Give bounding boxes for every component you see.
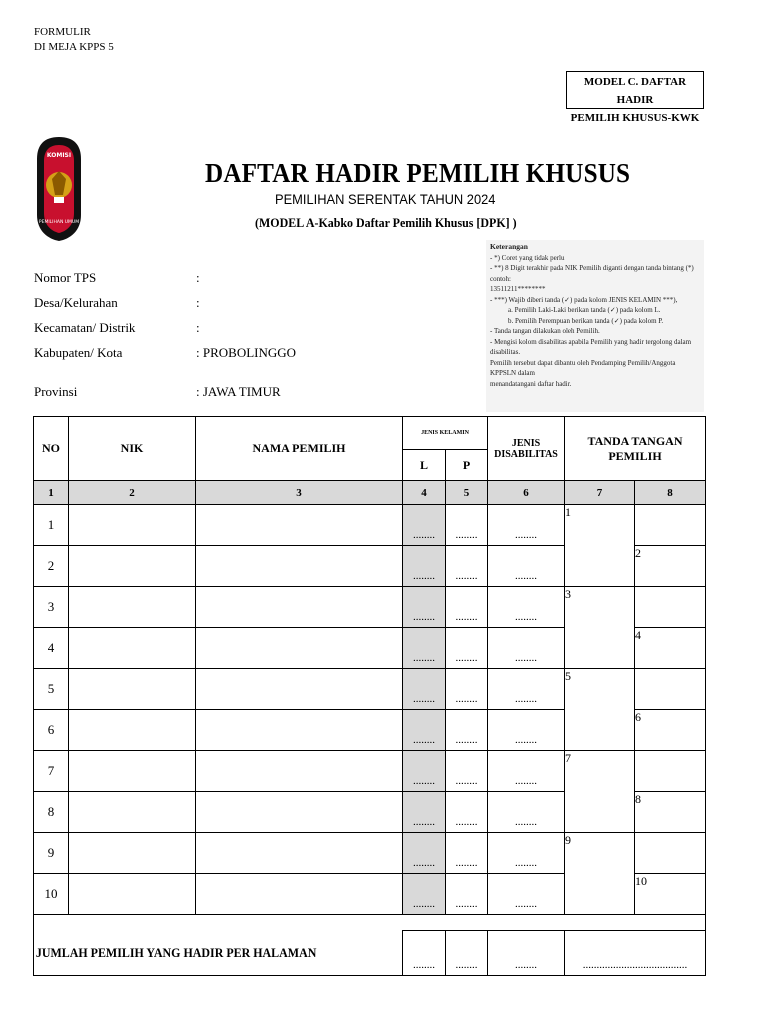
- svg-text:PEMILIHAN UMUM: PEMILIHAN UMUM: [38, 220, 80, 225]
- p-cell[interactable]: ........: [446, 874, 488, 915]
- model-code-box: [566, 71, 704, 124]
- col-header-l: L: [403, 450, 446, 481]
- nama-cell[interactable]: [196, 874, 403, 915]
- disabilitas-cell[interactable]: ........: [488, 751, 565, 792]
- summary-disabilitas[interactable]: ........: [488, 931, 565, 976]
- signature-number: 3: [565, 587, 571, 601]
- col-number: 3: [196, 481, 403, 505]
- col-header-disabilitas: JENIS DISABILITAS: [488, 417, 565, 481]
- signature-cell-left[interactable]: [565, 587, 635, 669]
- signature-blank: [635, 505, 706, 546]
- nama-cell[interactable]: [196, 505, 403, 546]
- info-value: :: [196, 295, 200, 310]
- note-line: menandatangani daftar hadir.: [490, 379, 572, 388]
- meja-label: DI MEJA KPPS 5: [34, 41, 114, 53]
- summary-total[interactable]: ......................................: [565, 931, 706, 976]
- table-row: [34, 505, 706, 546]
- col-number: 5: [446, 481, 488, 505]
- signature-cell-right[interactable]: [635, 874, 706, 915]
- signature-cell-right[interactable]: [635, 710, 706, 751]
- row-number: 4: [34, 628, 69, 669]
- note-line: 13511211********: [490, 285, 546, 293]
- nik-cell[interactable]: [69, 505, 196, 546]
- row-number: 7: [34, 751, 69, 792]
- nik-cell[interactable]: [69, 792, 196, 833]
- l-cell[interactable]: ........: [403, 751, 446, 792]
- svg-text:KOMISI: KOMISI: [46, 152, 72, 159]
- nik-cell[interactable]: [69, 751, 196, 792]
- column-number-row: [34, 481, 706, 505]
- model-code-line2: PEMILIH KHUSUS-KWK: [570, 112, 700, 124]
- nama-cell[interactable]: [196, 587, 403, 628]
- signature-number: 10: [635, 874, 647, 888]
- col-number: 6: [488, 481, 565, 505]
- notes-panel: [486, 240, 704, 412]
- table-row: [34, 669, 706, 710]
- signature-number: 8: [635, 792, 641, 806]
- signature-cell-right[interactable]: [635, 546, 706, 587]
- signature-number: 6: [635, 710, 641, 724]
- signature-number: 7: [565, 751, 571, 765]
- col-header-nama: NAMA PEMILIH: [196, 417, 403, 481]
- summary-p[interactable]: ........: [446, 931, 488, 976]
- nama-cell[interactable]: [196, 751, 403, 792]
- info-label: Desa/Kelurahan: [34, 295, 118, 310]
- note-line: b. Pemilih Perempuan berikan tanda (✓) pada kolom P.: [508, 316, 664, 325]
- note-line: - ***) Wajib diberi tanda (✓) pada kolom JENIS KELAMIN ***),: [490, 295, 678, 304]
- col-number: 2: [69, 481, 196, 505]
- row-number: 6: [34, 710, 69, 751]
- summary-row: [34, 931, 706, 976]
- p-cell[interactable]: ........: [446, 792, 488, 833]
- nik-cell[interactable]: [69, 874, 196, 915]
- row-number: 2: [34, 546, 69, 587]
- l-cell[interactable]: ........: [403, 628, 446, 669]
- disabilitas-cell[interactable]: ........: [488, 628, 565, 669]
- col-header-p: P: [446, 450, 488, 481]
- p-cell[interactable]: ........: [446, 751, 488, 792]
- p-cell[interactable]: ........: [446, 628, 488, 669]
- signature-cell-right[interactable]: [635, 628, 706, 669]
- note-line: Pemilih tersebut dapat dibantu oleh Pendamping Pemilih/Anggota KPPSLN dalam: [490, 358, 676, 377]
- p-cell[interactable]: ........: [446, 833, 488, 874]
- kpu-logo-icon: [34, 135, 84, 243]
- note-line: - **) 8 Digit terakhir pada NIK Pemilih diganti dengan tanda bintang (*) contoh:: [490, 264, 694, 283]
- signature-blank: [635, 751, 706, 792]
- l-cell[interactable]: ........: [403, 587, 446, 628]
- page-subtitle: PEMILIHAN SERENTAK TAHUN 2024: [275, 191, 496, 207]
- col-header-jenis-kelamin: JENIS KELAMIN: [403, 417, 488, 450]
- info-value: :: [196, 270, 200, 285]
- summary-l[interactable]: ........: [403, 931, 446, 976]
- info-label: Provinsi: [34, 384, 78, 399]
- signature-number: 2: [635, 546, 641, 560]
- col-header-no: NO: [34, 417, 69, 481]
- model-code-line1: MODEL C. DAFTAR HADIR: [583, 76, 687, 106]
- p-cell[interactable]: ........: [446, 710, 488, 751]
- col-number: 8: [635, 481, 706, 505]
- l-cell[interactable]: ........: [403, 669, 446, 710]
- note-line: - *) Coret yang tidak perlu: [490, 253, 565, 262]
- spacer-cell: [34, 915, 706, 931]
- row-number: 9: [34, 833, 69, 874]
- p-cell[interactable]: ........: [446, 546, 488, 587]
- col-header-nik: NIK: [69, 417, 196, 481]
- signature-number: 1: [565, 505, 571, 519]
- l-cell[interactable]: ........: [403, 546, 446, 587]
- disabilitas-cell[interactable]: ........: [488, 669, 565, 710]
- disabilitas-cell[interactable]: ........: [488, 874, 565, 915]
- nama-cell[interactable]: [196, 669, 403, 710]
- info-label: Kecamatan/ Distrik: [34, 320, 136, 335]
- notes-heading: Keterangan: [490, 242, 528, 251]
- info-label: Kabupaten/ Kota: [34, 345, 123, 360]
- disabilitas-cell[interactable]: ........: [488, 833, 565, 874]
- form-location: [34, 25, 114, 55]
- col-number: 4: [403, 481, 446, 505]
- nik-cell[interactable]: [69, 710, 196, 751]
- attendance-table: [33, 416, 706, 976]
- info-value: : PROBOLINGGO: [196, 345, 297, 360]
- signature-cell-left[interactable]: [565, 669, 635, 751]
- formulir-label: FORMULIR: [34, 26, 91, 38]
- row-number: 1: [34, 505, 69, 546]
- signature-cell-right[interactable]: [635, 792, 706, 833]
- nama-cell[interactable]: [196, 792, 403, 833]
- nik-cell[interactable]: [69, 833, 196, 874]
- row-number: 8: [34, 792, 69, 833]
- info-value: : JAWA TIMUR: [196, 384, 281, 399]
- l-cell[interactable]: ........: [403, 505, 446, 546]
- signature-blank: [635, 833, 706, 874]
- summary-label-cell: [34, 931, 403, 976]
- signature-blank: [635, 669, 706, 710]
- model-reference: (MODEL A-Kabko Daftar Pemilih Khusus [DPK] ): [255, 215, 517, 230]
- signature-cell-left[interactable]: [565, 505, 635, 587]
- disabilitas-cell[interactable]: ........: [488, 587, 565, 628]
- signature-number: 5: [565, 669, 571, 683]
- col-header-tanda-tangan: TANDA TANGAN PEMILIH: [565, 417, 706, 481]
- row-number: 5: [34, 669, 69, 710]
- l-cell[interactable]: ........: [403, 710, 446, 751]
- nik-cell[interactable]: [69, 546, 196, 587]
- page-title: DAFTAR HADIR PEMILIH KHUSUS: [205, 158, 631, 188]
- summary-label: JUMLAH PEMILIH YANG HADIR PER HALAMAN: [35, 944, 317, 960]
- nama-cell[interactable]: [196, 710, 403, 751]
- info-value: :: [196, 320, 200, 335]
- signature-cell-left[interactable]: [565, 833, 635, 915]
- disabilitas-cell[interactable]: ........: [488, 546, 565, 587]
- note-line: - Mengisi kolom disabilitas apabila Pemilih yang hadir tergolong dalam disabilitas.: [490, 337, 692, 356]
- info-label: Nomor TPS: [34, 270, 97, 285]
- signature-number: 9: [565, 833, 571, 847]
- spacer-row: [34, 915, 706, 931]
- nik-cell[interactable]: [69, 628, 196, 669]
- signature-number: 4: [635, 628, 641, 642]
- disabilitas-cell[interactable]: ........: [488, 792, 565, 833]
- nik-cell[interactable]: [69, 587, 196, 628]
- nama-cell[interactable]: [196, 546, 403, 587]
- signature-blank: [635, 587, 706, 628]
- row-number: 3: [34, 587, 69, 628]
- row-number: 10: [34, 874, 69, 915]
- l-cell[interactable]: ........: [403, 792, 446, 833]
- p-cell[interactable]: ........: [446, 505, 488, 546]
- nama-cell[interactable]: [196, 833, 403, 874]
- disabilitas-cell[interactable]: ........: [488, 710, 565, 751]
- table-row: [34, 751, 706, 792]
- note-line: - Tanda tangan dilakukan oleh Pemilih.: [490, 327, 600, 335]
- note-line: a. Pemilih Laki-Laki berikan tanda (✓) pada kolom L.: [508, 306, 661, 314]
- p-cell[interactable]: ........: [446, 587, 488, 628]
- table-row: [34, 833, 706, 874]
- p-cell[interactable]: ........: [446, 669, 488, 710]
- signature-cell-left[interactable]: [565, 751, 635, 833]
- l-cell[interactable]: ........: [403, 833, 446, 874]
- l-cell[interactable]: ........: [403, 874, 446, 915]
- nama-cell[interactable]: [196, 628, 403, 669]
- col-number: 7: [565, 481, 635, 505]
- nik-cell[interactable]: [69, 669, 196, 710]
- table-row: [34, 587, 706, 628]
- disabilitas-cell[interactable]: ........: [488, 505, 565, 546]
- col-number: 1: [34, 481, 69, 505]
